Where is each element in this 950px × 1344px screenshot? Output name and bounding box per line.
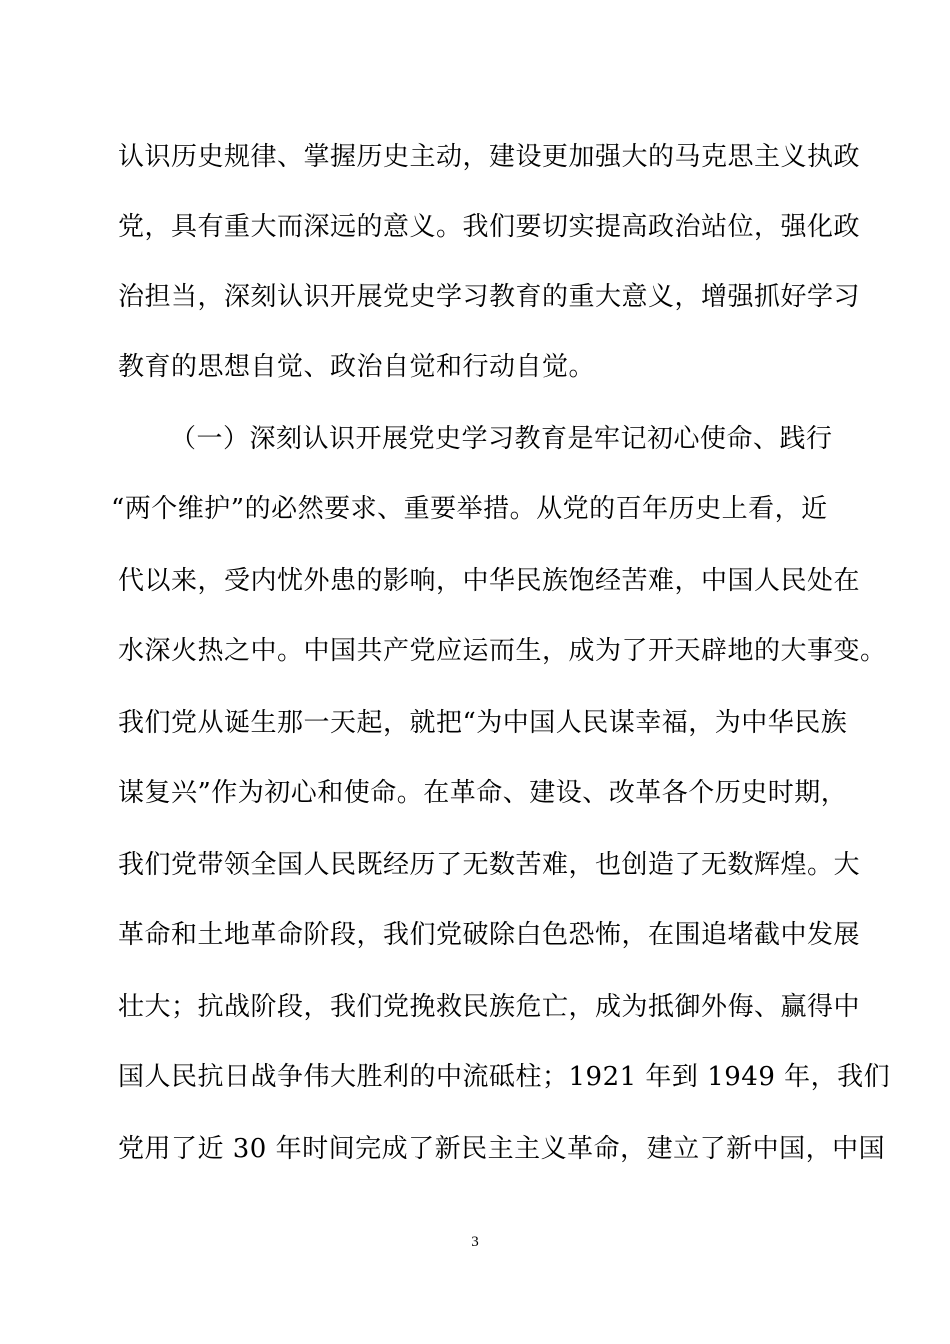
text-line-10: 谋复兴”作为初心和使命。在革命、建设、改革各个历史时期， bbox=[118, 778, 848, 808]
text-line-4: 教育的思想自觉、政治自觉和行动自觉。 bbox=[118, 352, 596, 382]
text-line-1: 认识历史规律、掌握历史主动，建设更加强大的马克思主义执政 bbox=[118, 142, 861, 172]
section-heading-line: （一）深刻认识开展党史学习教育是牢记初心使命、践行 bbox=[170, 424, 833, 454]
text-line-6: “两个维护”的必然要求、重要举措。从党的百年历史上看，近 bbox=[111, 494, 828, 524]
text-line-13: 壮大；抗战阶段，我们党挽救民族危亡，成为抵御外侮、赢得中 bbox=[118, 992, 861, 1022]
text-line-14: 国人民抗日战争伟大胜利的中流砥柱；1921 年到 1949 年，我们 bbox=[118, 1062, 891, 1092]
text-line-2: 党，具有重大而深远的意义。我们要切实提高政治站位，强化政 bbox=[118, 212, 861, 242]
text-line-12: 革命和土地革命阶段，我们党破除白色恐怖，在围追堵截中发展 bbox=[118, 920, 861, 950]
text-line-8: 水深火热之中。中国共产党应运而生，成为了开天辟地的大事变。 bbox=[118, 636, 887, 666]
text-line-7: 代以来，受内忧外患的影响，中华民族饱经苦难，中国人民处在 bbox=[118, 566, 861, 596]
text-line-15: 党用了近 30 年时间完成了新民主主义革命，建立了新中国，中国 bbox=[118, 1134, 886, 1164]
page-number: 3 bbox=[471, 1234, 479, 1250]
text-line-9: 我们党从诞生那一天起，就把“为中国人民谋幸福，为中华民族 bbox=[118, 708, 848, 738]
text-line-11: 我们党带领全国人民既经历了无数苦难，也创造了无数辉煌。大 bbox=[118, 850, 861, 880]
text-line-3: 治担当，深刻认识开展党史学习教育的重大意义，增强抓好学习 bbox=[118, 282, 861, 312]
